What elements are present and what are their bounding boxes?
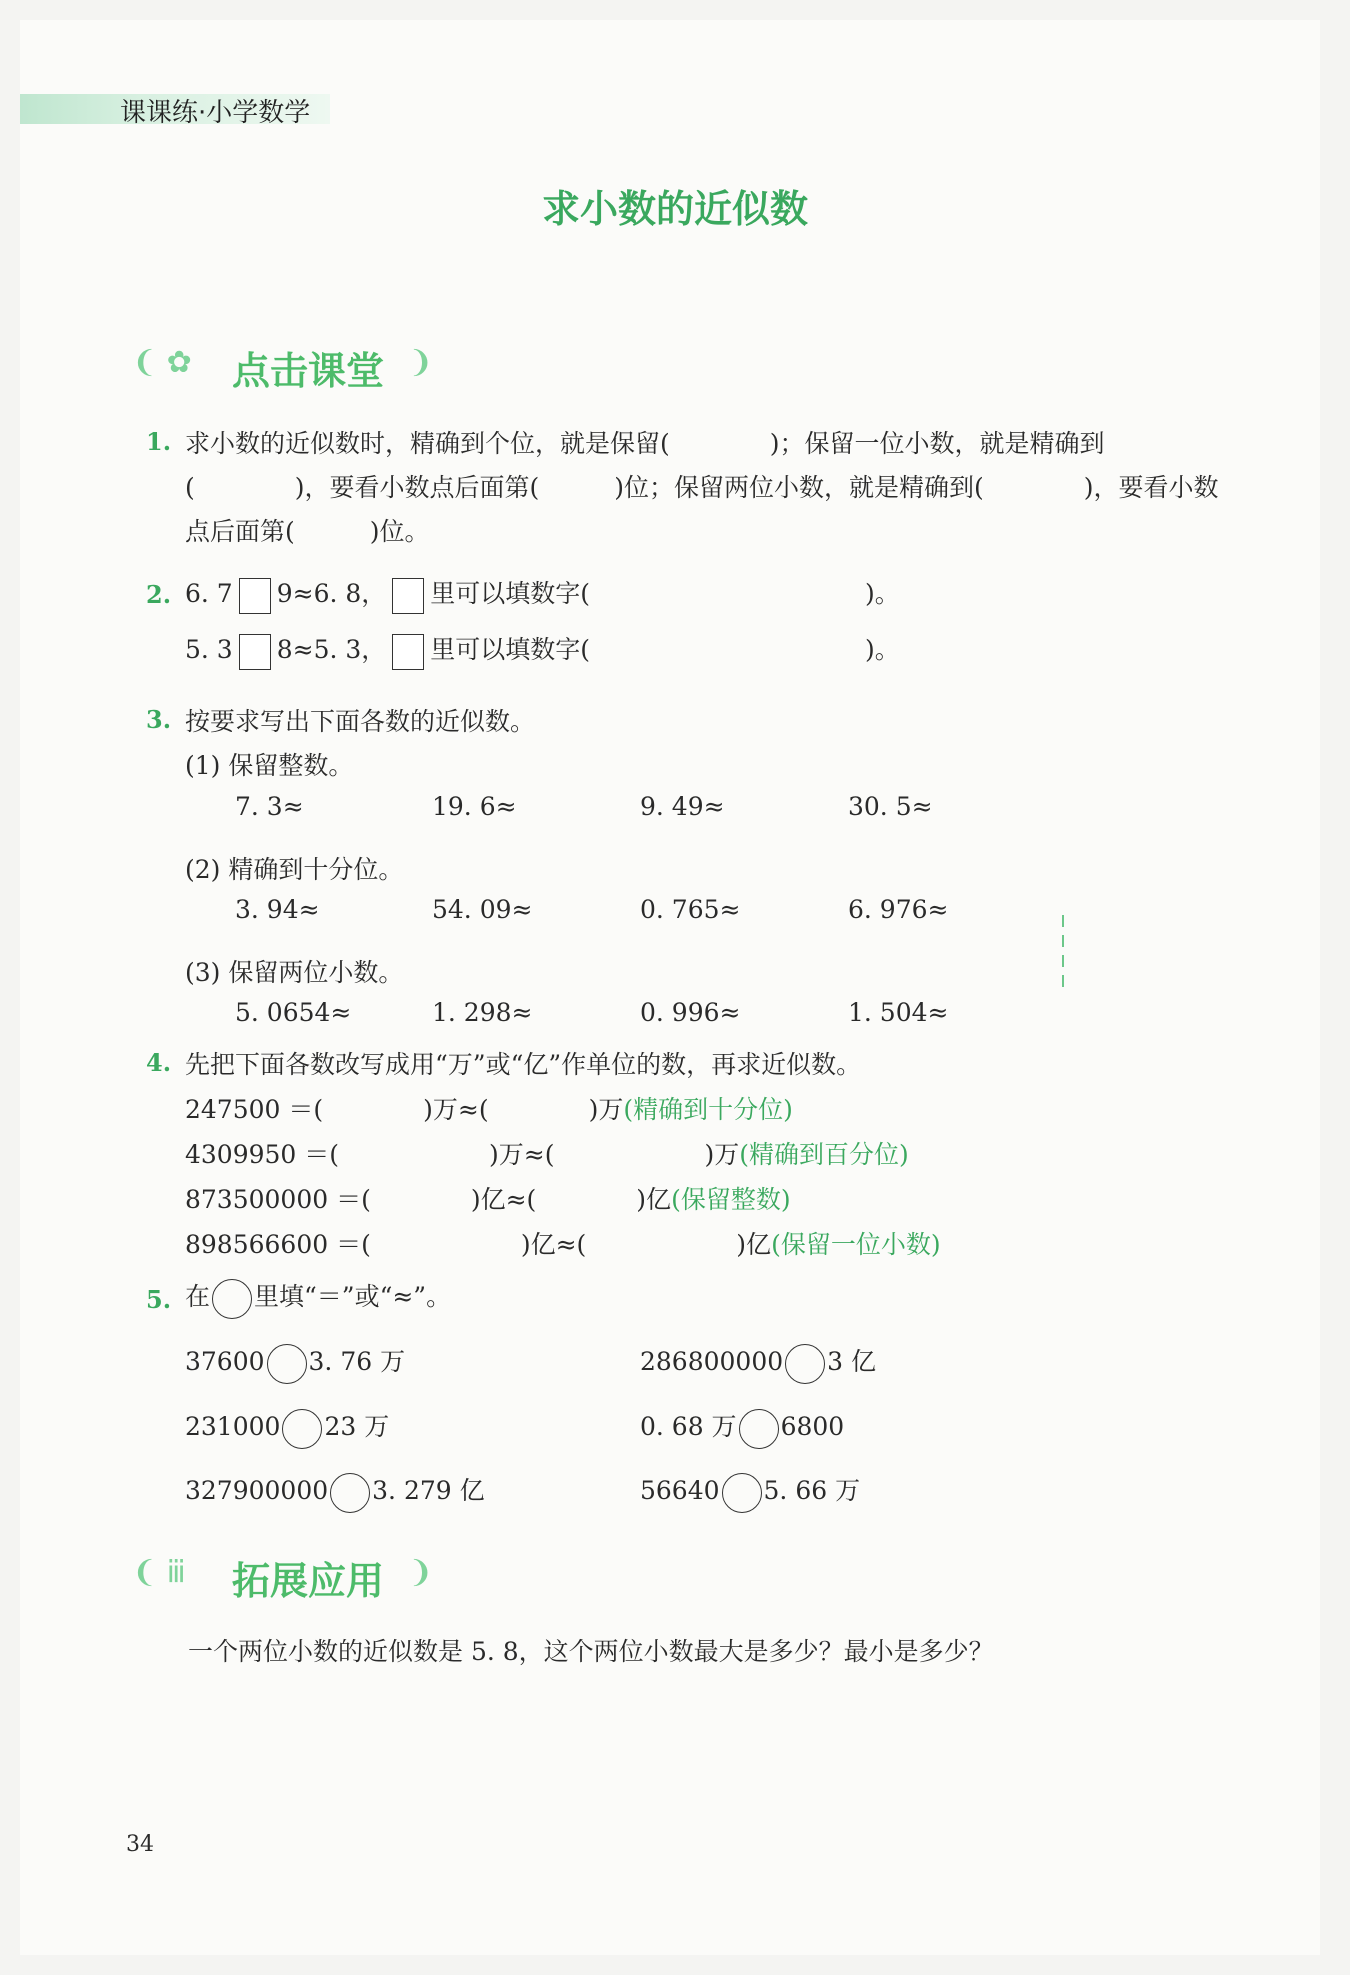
- q3-part3-item: 1. 298≈: [432, 998, 533, 1027]
- q5-right: 6800: [780, 1412, 845, 1441]
- q2-row1-mid: 9≈6. 8，: [276, 579, 387, 608]
- digit-box[interactable]: [392, 578, 424, 614]
- q4-row-note: (精确到百分位): [739, 1140, 909, 1169]
- digit-box[interactable]: [392, 634, 424, 670]
- q5-intro-pre: 在: [185, 1282, 211, 1311]
- q5-item: [185, 1407, 389, 1449]
- q3-number: 3.: [146, 705, 172, 734]
- q5-item: [640, 1471, 860, 1513]
- extension-question: 一个两位小数的近似数是 5. 8，这个两位小数最大是多少？最小是多少？: [188, 1637, 994, 1666]
- q5-item: [185, 1342, 405, 1384]
- q1-line2: ( )，要看小数点后面第( )位；保留两位小数，就是精确到( )，要看小数: [185, 473, 1219, 502]
- section-title-classroom: 点击课堂: [232, 349, 385, 393]
- q5-left: 0. 68 万: [640, 1412, 737, 1441]
- q3-part2-item: 54. 09≈: [432, 895, 533, 924]
- q4-row-note: (精确到十分位): [623, 1095, 793, 1124]
- q5-item: [640, 1407, 844, 1449]
- q4-row-note: (保留整数): [671, 1185, 791, 1214]
- q5-right: 3 亿: [827, 1347, 877, 1376]
- q5-item: [185, 1471, 485, 1513]
- q2-row2-mid: 8≈5. 3，: [276, 635, 387, 664]
- q3-part3-item: 1. 504≈: [848, 998, 949, 1027]
- section-title-extension: 拓展应用: [232, 1559, 385, 1603]
- q2-row2-pre: 5. 3: [185, 635, 233, 664]
- q4-number: 4.: [146, 1048, 172, 1077]
- q4-row-text: 873500000 ＝( )亿≈( )亿: [185, 1185, 672, 1214]
- section-bracket-icon: ❩: [408, 1555, 434, 1590]
- q1-line1: 求小数的近似数时，精确到个位，就是保留( )；保留一位小数，就是精确到: [185, 429, 1105, 458]
- q2-row1: [185, 574, 900, 614]
- digit-box[interactable]: [239, 634, 271, 670]
- q4-row: [185, 1135, 909, 1171]
- q2-row2-post: 里可以填数字( )。: [430, 635, 900, 664]
- q5-item: [640, 1342, 876, 1384]
- q3-part1-item: 30. 5≈: [848, 792, 933, 821]
- q3-part1-item: 7. 3≈: [235, 792, 304, 821]
- section-grass-icon: ❨ ⅲ: [132, 1555, 186, 1590]
- q5-intro-post: 里填“＝”或“≈”。: [254, 1282, 452, 1311]
- q4-row: [185, 1090, 793, 1126]
- dashed-line-decoration: [1062, 915, 1064, 995]
- q3-part2-item: 6. 976≈: [848, 895, 949, 924]
- q5-intro: [185, 1277, 451, 1319]
- q5-right: 3. 279 亿: [372, 1476, 485, 1505]
- section-butterfly-icon: ❨ ✿: [132, 345, 192, 380]
- q5-left: 56640: [640, 1476, 720, 1505]
- q5-number: 5.: [146, 1285, 172, 1314]
- q2-row2: [185, 630, 900, 670]
- q3-part3-item: 5. 0654≈: [235, 998, 352, 1027]
- q5-left: 286800000: [640, 1347, 784, 1376]
- q5-right: 23 万: [324, 1412, 390, 1441]
- q2-row1-post: 里可以填数字( )。: [430, 579, 900, 608]
- q4-row-text: 4309950 ＝( )万≈( )万: [185, 1140, 740, 1169]
- q2-number: 2.: [146, 580, 172, 609]
- answer-circle[interactable]: [722, 1473, 762, 1513]
- q5-left: 231000: [185, 1412, 281, 1441]
- page-number: 34: [126, 1832, 154, 1857]
- q3-part1-label: (1) 保留整数。: [185, 751, 354, 780]
- q4-row-text: 247500 ＝( )万≈( )万: [185, 1095, 624, 1124]
- q3-part1-item: 19. 6≈: [432, 792, 517, 821]
- q5-right: 5. 66 万: [763, 1476, 861, 1505]
- q4-row-note: (保留一位小数): [771, 1230, 941, 1259]
- q4-row: [185, 1180, 791, 1216]
- answer-circle[interactable]: [267, 1344, 307, 1384]
- q4-row-text: 898566600 ＝( )亿≈( )亿: [185, 1230, 772, 1259]
- book-title: 课课练·小学数学: [120, 98, 311, 128]
- q3-part3-label: (3) 保留两位小数。: [185, 958, 404, 987]
- q4-row: [185, 1225, 941, 1261]
- digit-box[interactable]: [239, 578, 271, 614]
- answer-circle[interactable]: [785, 1344, 825, 1384]
- q3-part1-item: 9. 49≈: [640, 792, 725, 821]
- q5-left: 37600: [185, 1347, 265, 1376]
- q3-part2-item: 3. 94≈: [235, 895, 320, 924]
- q3-intro: 按要求写出下面各数的近似数。: [185, 707, 536, 736]
- q1-number: 1.: [146, 427, 172, 456]
- answer-circle[interactable]: [739, 1409, 779, 1449]
- q3-part2-label: (2) 精确到十分位。: [185, 855, 404, 884]
- q1-line3: 点后面第( )位。: [185, 517, 430, 546]
- q3-part2-item: 0. 765≈: [640, 895, 741, 924]
- sample-circle: [212, 1279, 252, 1319]
- q3-part3-item: 0. 996≈: [640, 998, 741, 1027]
- q4-intro: 先把下面各数改写成用“万”或“亿”作单位的数，再求近似数。: [185, 1050, 862, 1079]
- lesson-title: 求小数的近似数: [541, 187, 808, 231]
- q5-right: 3. 76 万: [308, 1347, 406, 1376]
- answer-circle[interactable]: [282, 1409, 322, 1449]
- q5-left: 327900000: [185, 1476, 329, 1505]
- answer-circle[interactable]: [330, 1473, 370, 1513]
- section-bracket-icon: ❩: [408, 345, 434, 380]
- q2-row1-pre: 6. 7: [185, 579, 233, 608]
